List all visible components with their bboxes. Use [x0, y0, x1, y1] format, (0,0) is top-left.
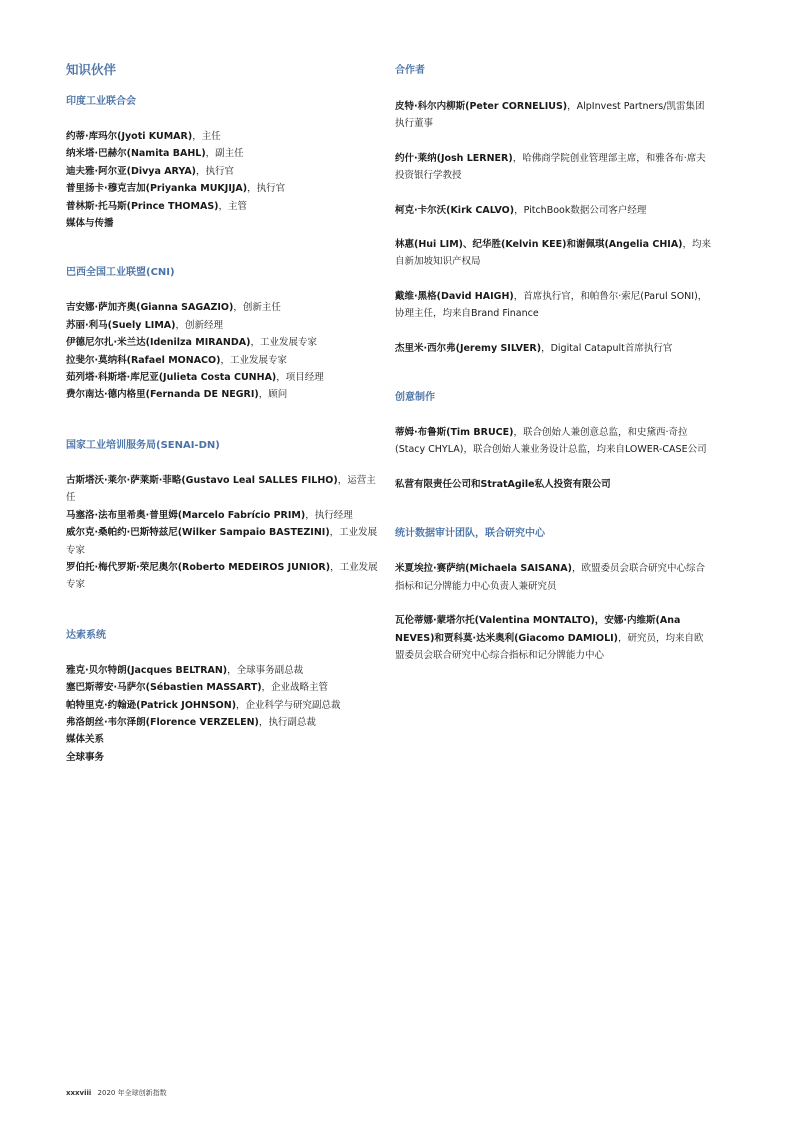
list-item: 私营有限责任公司和StratAgile私人投资有限公司 — [395, 478, 611, 490]
section-heading: 巴西全国工业联盟(CNI) — [66, 267, 175, 279]
list-item: 古斯塔沃·莱尔·萨莱斯·菲略(Gustavo Leal SALLES FILHO)，运营主任 — [66, 474, 376, 504]
list-item: 米夏埃拉·赛萨纳(Michaela SAISANA)，欧盟委员会联合研究中心综合指标和记分牌能力中心负责人兼研究员 — [395, 563, 705, 592]
list-item: 约蒂·库玛尔(Jyoti KUMAR)，主任 — [66, 131, 221, 142]
list-item: 约什·莱纳(Josh LERNER)，哈佛商学院创业管理部主席，和雅各布·席夫投资银行学教授 — [395, 152, 706, 182]
list-item: 威尔克·桑帕约·巴斯特兹尼(Wilker Sampaio BASTEZINI)，工业发展专家 — [66, 527, 378, 556]
section-dassault — [66, 629, 384, 766]
list-item: 杰里米·西尔弗(Jeremy SILVER)，Digital Catapult首席执行官 — [395, 342, 673, 354]
footer-text: 2020 年全球创新指数 — [97, 1089, 167, 1097]
list-item: 全球事务 — [66, 751, 105, 763]
list-item: 媒体与传播 — [66, 218, 114, 230]
page-number: xxxviii — [66, 1089, 92, 1097]
list-item: 吉安娜·萨加齐奥(Gianna SAGAZIO)，创新主任 — [66, 302, 281, 314]
list-item: 雅克·贝尔特朗(Jacques BELTRAN)，全球事务副总裁 — [66, 664, 304, 676]
list-item: 弗洛朗丝·韦尔泽朗(Florence VERZELEN)，执行副总裁 — [66, 716, 316, 728]
list-item: 蒂姆·布鲁斯(Tim BRUCE)，联合创始人兼创意总监，和史黛西·奇拉(Stacy CHYLA)，联合创始人兼业务设计总监，均来自LOWER-CASE公司 — [395, 427, 707, 456]
list-item: 普林斯·托马斯(Prince THOMAS)，主管 — [66, 200, 248, 212]
list-item: 纳米塔·巴赫尔(Namita BAHL)，副主任 — [66, 148, 244, 160]
list-item: 伊德尼尔扎·米兰达(Idenilza MIRANDA)，工业发展专家 — [66, 337, 317, 349]
section-cni — [66, 266, 384, 403]
left-column — [66, 56, 384, 766]
section-cii — [66, 95, 384, 232]
list-item: 媒体关系 — [66, 734, 105, 746]
section-heading: 合作者 — [395, 65, 425, 76]
section-heading: 创意制作 — [395, 392, 435, 404]
list-item: 拉斐尔·莫纳科(Rafael MONACO)，工业发展专家 — [66, 354, 287, 366]
list-item: 塞巴斯蒂安·马萨尔(Sébastien MASSART)，企业战略主管 — [66, 682, 329, 694]
list-item: 普里扬卡·穆克吉加(Priyanka MUKJIJA)，执行官 — [66, 183, 286, 195]
section-creative — [395, 391, 713, 493]
list-item: 迪夫雅·阿尔亚(Divya ARYA)，执行官 — [66, 165, 235, 177]
section-heading: 印度工业联合会 — [66, 96, 136, 107]
list-item: 茹列塔·科斯塔·库尼亚(Julieta Costa CUNHA)，项目经理 — [66, 372, 324, 384]
list-item: 林惠(Hui LIM)、纪华胜(Kelvin KEE)和谢佩琪(Angelia CHIA)，均来自新加坡知识产权局 — [395, 239, 712, 268]
right-column — [395, 56, 713, 664]
section-audit — [395, 527, 713, 664]
list-item: 皮特·科尔内柳斯(Peter CORNELIUS)，AlpInvest Partners/凯雷集团执行董事 — [395, 101, 705, 130]
list-item: 瓦伦蒂娜·蒙塔尔托(Valentina MONTALTO)，安娜·内维斯(Ana NEVES)和贾科莫·达米奥利(Giacomo DAMIOLI)，研究员，均来自欧盟委员会联合研究中心综合指标和记分牌能力中心 — [395, 615, 704, 661]
section-heading: 国家工业培训服务局(SENAI-DN) — [66, 439, 220, 451]
list-item: 戴维·黑格(David HAIGH)，首席执行官，和帕鲁尔·索尼(Parul SONI)，协理主任，均来自Brand Finance — [395, 290, 708, 320]
list-item: 马塞洛·法布里希奥·普里姆(Marcelo Fabrício PRIM)，执行经理 — [66, 509, 353, 521]
list-item: 苏丽·利马(Suely LIMA)，创新经理 — [66, 319, 224, 331]
list-item: 柯克·卡尔沃(Kirk CALVO)，PitchBook数据公司客户经理 — [395, 204, 647, 216]
section-collaborators — [395, 64, 713, 357]
section-senai — [66, 439, 384, 594]
section-heading: 统计数据审计团队，联合研究中心 — [395, 528, 545, 540]
list-item: 费尔南达·德内格里(Fernanda DE NEGRI)，顾问 — [66, 389, 288, 401]
page-title: 知识伙伴 — [66, 62, 117, 77]
list-item: 罗伯托·梅代罗斯·荣尼奥尔(Roberto MEDEIROS JUNIOR)，工业发展专家 — [66, 561, 378, 591]
list-item: 帕特里克·约翰逊(Patrick JOHNSON)，企业科学与研究副总裁 — [66, 699, 341, 711]
section-heading: 达索系统 — [66, 629, 106, 641]
page-footer — [66, 1088, 167, 1098]
